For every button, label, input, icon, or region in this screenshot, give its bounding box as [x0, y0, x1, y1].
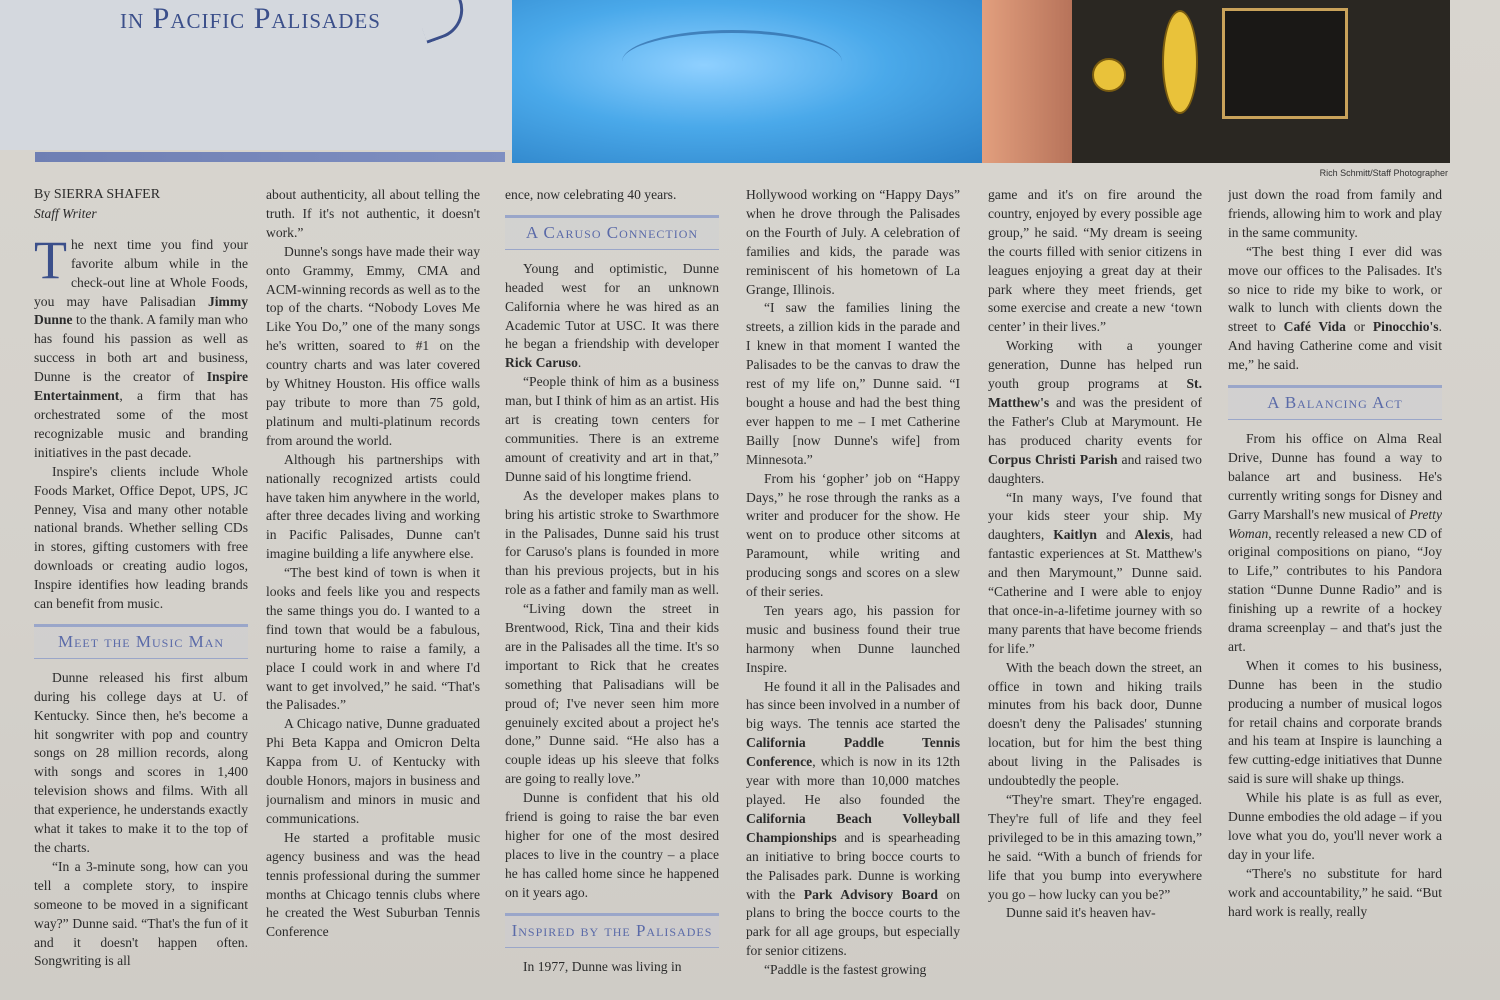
paragraph: “Paddle is the fastest growing [764, 962, 927, 978]
subhead-inspired-by-the-palisades: Inspired by the Palisades [505, 913, 719, 948]
headline-area [0, 0, 512, 150]
photo-hand [982, 0, 1072, 163]
photo-credit: Rich Schmitt/Staff Photographer [1319, 168, 1448, 178]
paragraph: As the developer makes plans to bring his artistic stroke to Swarthmore in the Palisades, Dunne said his trust for Caruso's plans is founded in more than his previous projects, but in his role as a father and family man as well. [505, 487, 719, 598]
headline: in Pacific Palisades [120, 2, 381, 35]
paragraph: Ten years ago, his passion for music and business found their true harmony when Dunne launched Inspire. [746, 602, 960, 675]
photo-blue-shirt [512, 0, 992, 163]
paragraph: He started a profitable music agency business and was the head tennis professional during the summer months at Chicago tennis clubs where he created the West Suburban Tennis Conference [266, 829, 480, 940]
article-column-1 [34, 186, 248, 1000]
paragraph: Dunne said it's heaven hav- [1006, 905, 1156, 921]
paragraph: Working with a younger generation, Dunne has helped run youth group programs at St. Matthew's and was the president of the Father's Club at Marymount. He has produced charity events for Corpus Christi Parish and raised two daughters. [988, 338, 1202, 486]
paragraph: about authenticity, all about telling the truth. If it's not authentic, it doesn't work.” [266, 187, 480, 240]
byline: By SIERRA SHAFER [34, 187, 161, 202]
decorative-rule [35, 152, 505, 162]
paragraph: While his plate is as full as ever, Dunne embodies the old adage – if you love what you do, you'll never work a day in your life. [1228, 790, 1442, 862]
paragraph: game and it's on fire around the country, enjoyed by every possible age group,” he said. “My dream is seeing the courts filled with senior citizens in leagues enjoying a great day at their park where they meet friends, get some exercise and create a new ‘town center’ in their lives.” [988, 187, 1202, 335]
paragraph: He found it all in the Palisades and has since been involved in a number of big ways. The tennis ace started the California Paddle Tennis Conference, which is now in its 12th year with more than 10,000 matches played. He also founded the California Beach Volleyball Championships and is spearheading an initiative to bring bocce courts to the Palisades park. Dunne is working with the Park Advisory Board on plans to bring the bocce courts to the park for all age groups, but especially for senior citizens. [746, 678, 960, 959]
paragraph: From his office on Alma Real Drive, Dunne has found a way to balance art and business. He's currently writing songs for Disney and Garry Marshall's new musical of Pretty Woman, recently released a new CD of original compositions on piano, “Joy to Life,” contributes to his Pandora station “Dunne Dunne Radio” and is finishing up a rewrite of a hockey drama screenplay – and that's just the art. [1228, 430, 1442, 654]
drop-cap: T [34, 229, 67, 290]
paragraph: From his ‘gopher’ job on “Happy Days,” he rose through the ranks as a writer and producer for the show. He went on to produce other sitcoms at Paramount, while writing and producing songs and scores on a slew of their series. [746, 470, 960, 600]
paragraph: When it comes to his business, Dunne has been in the studio producing a number of musical logos for retail chains and corporate brands and his team at Inspire is launching a few cutting-edge initiatives that Dunne said is sure will shake up things. [1228, 657, 1442, 787]
headline-swash-ornament [411, 0, 471, 44]
paragraph: A Chicago native, Dunne graduated Phi Beta Kappa and Omicron Delta Kappa from U. of Kentucky with double Honors, majors in business and journalism and minors in music and communications. [266, 716, 480, 826]
paragraph: Inspire's clients include Whole Foods Market, Office Depot, UPS, JC Penney, Visa and many other notable national brands. Whether selling CDs in stores, gifting customers with free downloads or creating audio logos, Inspire identifies how leading brands can benefit from music. [34, 463, 248, 612]
paragraph: “I saw the families lining the streets, a zillion kids in the parade and I knew in that moment I wanted the Palisades to be the canvas to draw the rest of my life on,” Dunne said. “I bought a house and had the best thing ever happen to me – I met Catherine Bailly [now Dunne's wife] from Minnesota.” [746, 300, 960, 467]
photo-knob [1162, 10, 1198, 114]
paragraph: “In a 3-minute song, how can you tell a complete story, to inspire someone to be moved in a significant way?” Dunne said. “That's the fun of it and it doesn't happen often. Songwriting is all [34, 858, 248, 969]
subhead-caruso-connection: A Caruso Connection [505, 215, 719, 250]
paragraph: “The best thing I ever did was move our offices to the Palisades. It's so nice to ride my bike to work, or walk to lunch with clients down the street to Café Vida or Pinocchio's. And having Catherine come and visit me,” he said. [1228, 243, 1442, 373]
article-column-6 [1228, 186, 1442, 1000]
paragraph: “Living down the street in Brentwood, Rick, Tina and their kids are in the Palisades all the time. It's so important to Rick that he creates something that Palisadians will be proud of; I've never seen him more genuinely excited about a project he's done,” Dunne said. “He also has a couple ideas up his sleeve that folks are going to really love.” [505, 601, 719, 787]
paragraph: “They're smart. They're engaged. They're full of life and they feel privileged to be in this amazing town,” he said. “With a bunch of friends for life that you bump into everywhere you go – how lucky can you be?” [988, 792, 1202, 902]
paragraph: Hollywood working on “Happy Days” when he drove through the Palisades on the Fourth of July. A celebration of families and kids, the parade was reminiscent of his hometown of La Grange, Illinois. [746, 187, 960, 297]
article-column-2 [266, 186, 480, 1000]
photo-knob [1092, 58, 1126, 92]
paragraph: ence, now celebrating 40 years. [505, 187, 677, 202]
byline-role: Staff Writer [34, 205, 97, 221]
paragraph: With the beach down the street, an office in town and hiking trails minutes from his back door, Dunne doesn't deny the Palisades' stunning location, but for him the best thing about living in the Palisades is undoubtedly the people. [988, 659, 1202, 789]
paragraph: “In many ways, I've found that your kids steer your ship. My daughters, Kaitlyn and Alexis, had fantastic experiences at St. Matthew's and then Marymount,” Dunne said. “Catherine and I were able to enjoy that once-in-a-lifetime journey with so many parents that have become friends for life.” [988, 489, 1202, 656]
photo-guitar [1072, 0, 1450, 163]
article-column-5 [988, 186, 1202, 1000]
paragraph: The next time you find your favorite album while in the check-out line at Whole Foods, you may have Palisadian Jimmy Dunne to the thank. A family man who has found his passion as well as success in both art and business, Dunne is the creator of Inspire Entertainment, a firm that has orchestrated some of the most recognizable music and branding initiatives in the past decade. [34, 229, 248, 460]
paragraph: Dunne released his first album during his college days at U. of Kentucky. Since then, he's become a hit songwriter with pop and country songs on 28 million records, along with songs and scores in 1,400 television shows and films. With all that experience, he understands exactly what it takes to make it to the top of the charts. [34, 669, 248, 855]
paragraph: Young and optimistic, Dunne headed west for an unknown California where he was hired as an Academic Tutor at USC. It was there he began a friendship with developer Rick Caruso. [505, 260, 719, 371]
photo-panel [1222, 8, 1348, 119]
article-column-4 [746, 186, 960, 1000]
article-column-3 [505, 186, 719, 1000]
paragraph: Dunne's songs have made their way onto Grammy, Emmy, CMA and ACM-winning records as well as to the top of the charts. “Nobody Loves Me Like You Do,” one of the many songs he's written, soared to #1 on the country charts and was later covered by Whitney Houston. His office walls pay tribute to more than 75 gold, platinum and multi-platinum records from around the world. [266, 243, 480, 448]
feature-photo [512, 0, 1450, 163]
paragraph: “People think of him as a business man, but I think of him as an artist. His art is creating town centers for communities. There is an extreme amount of creativity and art in that,” Dunne said of his longtime friend. [505, 374, 719, 484]
paragraph: “There's no substitute for hard work and accountability,” he said. “But hard work is really, really [1228, 865, 1442, 919]
paragraph: Although his partnerships with nationally recognized artists could have taken him anywhere in the world, after three decades living and working in Pacific Palisades, Dunne can't imagine building a life anywhere else. [266, 451, 480, 562]
subhead-meet-the-music-man: Meet the Music Man [34, 624, 248, 659]
paragraph: “The best kind of town is when it looks and feels like you and respects the same things you do. I wanted to a find town that would be a fabulous, nurturing home to raise a family, a place I could work in and where I'd want to get involved,” he said. “That's the Palisades.” [266, 565, 480, 713]
paragraph: Dunne is confident that his old friend is going to raise the bar even higher for one of the most desired places to live in the country – a place he has called home since he happened on it years ago. [505, 790, 719, 900]
subhead-balancing-act: A Balancing Act [1228, 385, 1442, 420]
paragraph: just down the road from family and friends, allowing him to work and play in the same community. [1228, 187, 1442, 240]
paragraph: In 1977, Dunne was living in [523, 958, 682, 974]
